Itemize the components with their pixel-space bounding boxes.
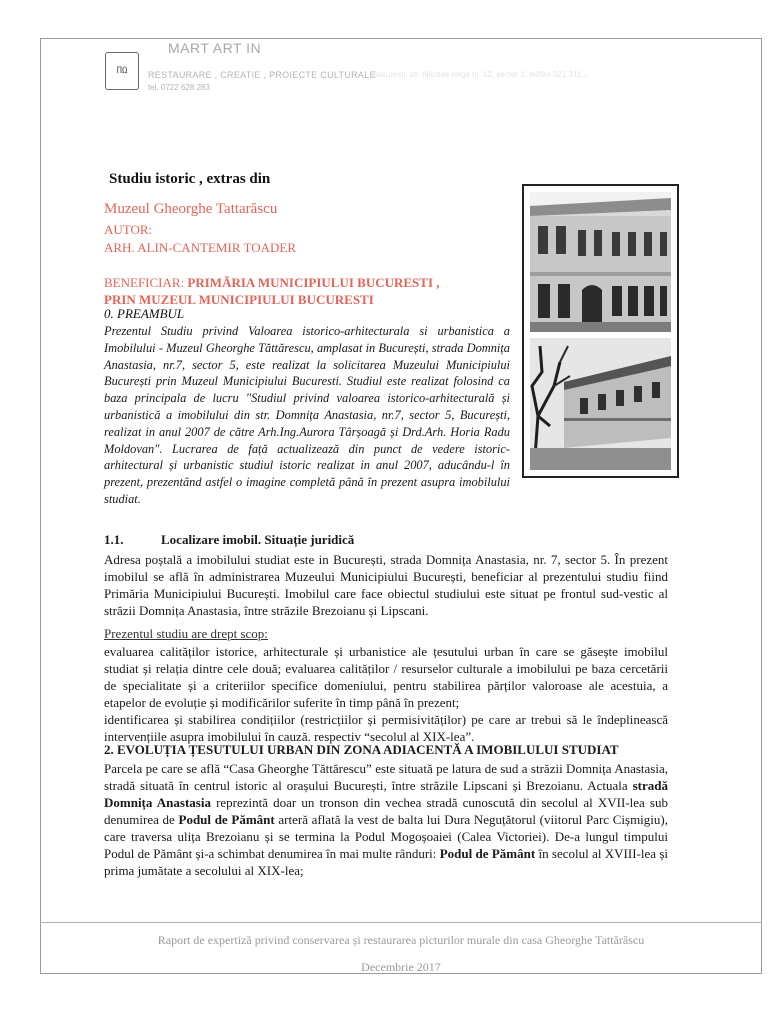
section-1-title: Localizare imobil. Situație juridică [161, 532, 355, 547]
section-2-paragraph [104, 760, 668, 879]
scope-heading: Prezentul studiu are drept scop: [104, 626, 268, 641]
company-logo [105, 52, 139, 90]
scope-item: evaluarea calităților istorice, arhitecturale și urbanistice ale țesutului urban în care se găsește imobilul studiat și relația dintre cele două; evaluarea calităților / resurselor culturale a imobilului pe baza cercetării de specialitate și a criteriilor specifice domeniului, pentru stabilirea părților valoroase ale acestuia, a etapelor de evoluție și modificărilor suferite în timp până în prezent; [104, 644, 668, 710]
text-run: reprezintă doar un tronson din vechea stradă cunoscută din secolul al XVII-lea sub denumirea de [104, 795, 668, 827]
author-name: ARH. ALIN-CANTEMIR TOADER [104, 240, 296, 255]
scope-list [104, 643, 668, 745]
bold-run: Podul de Pământ [178, 812, 275, 827]
footer-divider [40, 922, 762, 923]
logo-mark: ΠΩ [116, 66, 128, 76]
facade-photo [530, 192, 671, 332]
section-1-paragraph: Adresa poștală a imobilului studiat este in București, strada Domnița Anastasia, nr. 7, sector 5. În prezent imobilul se află în administrarea Muzeului Municipiului București, beneficiar al prezentului studiu fiind Primăria Municipiului București. Imobilul care face obiectul studiului este situat pe frontul sud-vestic al străzii Domnița Anastasia, între străzile Brezoianu și Lipscani. [104, 552, 668, 618]
section-2-heading: 2. EVOLUȚIA ȚESUTULUI URBAN DIN ZONA ADIACENTĂ A IMOBILULUI STUDIAT [104, 742, 619, 757]
museum-name: Muzeul Gheorghe Tattarăscu [104, 201, 278, 217]
building-photos [522, 184, 679, 478]
company-phone: tel. 0722 628 283 [148, 83, 210, 92]
text-run: Parcela pe care se află “Casa Gheorghe Tăttărescu” este situată pe latura de sud a străzii Domnița Anastasia, stradă situată în centrul istoric al orașului București, între străzile Lipscani și Brezoianu. Actuala [104, 761, 668, 793]
bold-run: stradă Domnița Anastasia [104, 778, 668, 810]
beneficiary-line-2: PRIN MUZEUL MUNICIPIULUI BUCURESTI [104, 292, 374, 307]
text-run: arteră aflată la vest de balta lui Dura Neguțătorul (viitorul Parc Cișmigiu), care traversa ulița Brezoianu și se termina la Podul Mogoșoaiei (Calea Victoriei). De-a lungul timpului Podul de Pământ și-a schimbat denumirea în mai multe rânduri: [104, 812, 668, 861]
courtyard-photo [530, 338, 671, 470]
section-1-number: 1.1. [104, 532, 124, 547]
preamble-text: Prezentul Studiu privind Valoarea istorico-arhitecturala si urbanistica a Imobilului - Muzeul Gheorghe Tăttărescu, amplasat in București, strada Domnița Anastasia, nr.7, sector 5, este realizat la solicitarea Muzeului Municipiului București prin Muzeul Municipiului Bucuresti. Studiul este realizat folosind ca baza principala de lucru "Studiul privind valoarea istorico-arhitecturală și urbanistică a imobilului din str. Domnița Anastasia, nr.7, sector 5, București, realizat in anul 2007 de către Arh.Ing.Aurora Târșoagă și Drd.Arh. Horia Radu Moldovan". Lucrarea de față actualizează din punct de vedere istoric-arhitectural și urbanistic studiul istoric realizat in anul 2007, aducându-l în prezent, prezentând astfel o imagine completă până în prezent asupra imobilului studiat. [104, 324, 510, 506]
text-run: în secolul al XVIII-lea și prima jumătate a secolului al XIX-lea; [104, 846, 669, 878]
company-name: MART ART IN [168, 40, 262, 56]
company-tagline: RESTAURARE , CREATIE , PROIECTE CULTURALE [148, 70, 376, 80]
beneficiary-line-1: PRIMĂRIA MUNICIPIULUI BUCURESTI , [187, 275, 440, 290]
preamble-heading: 0. PREAMBUL [104, 306, 185, 321]
scope-item: identificarea și stabilirea condițiilor (restricțiilor și permisivităților) pe care ar trebui să le îndeplinească intervențiile asupra imobilului în cauză. respectiv “secolul al XIX-lea”. [104, 712, 668, 744]
building-photos-illustration [524, 186, 677, 476]
beneficiary-label: BENEFICIAR: [104, 275, 188, 290]
footer-date: Decembrie 2017 [361, 960, 441, 974]
bold-run: Podul de Pământ [439, 846, 536, 861]
company-address: Bucuresti, str. Nicolae Iorga nr. 12, sector 1, tel/fax 021 311... [372, 70, 588, 79]
author-label: AUTOR: [104, 222, 153, 237]
footer-report-title: Raport de expertiză privind conservarea și restaurarea picturilor murale din casa Gheorghe Tattărăscu [157, 933, 645, 947]
document-title: Studiu istoric , extras din [109, 171, 271, 187]
beneficiary-block [104, 274, 494, 308]
